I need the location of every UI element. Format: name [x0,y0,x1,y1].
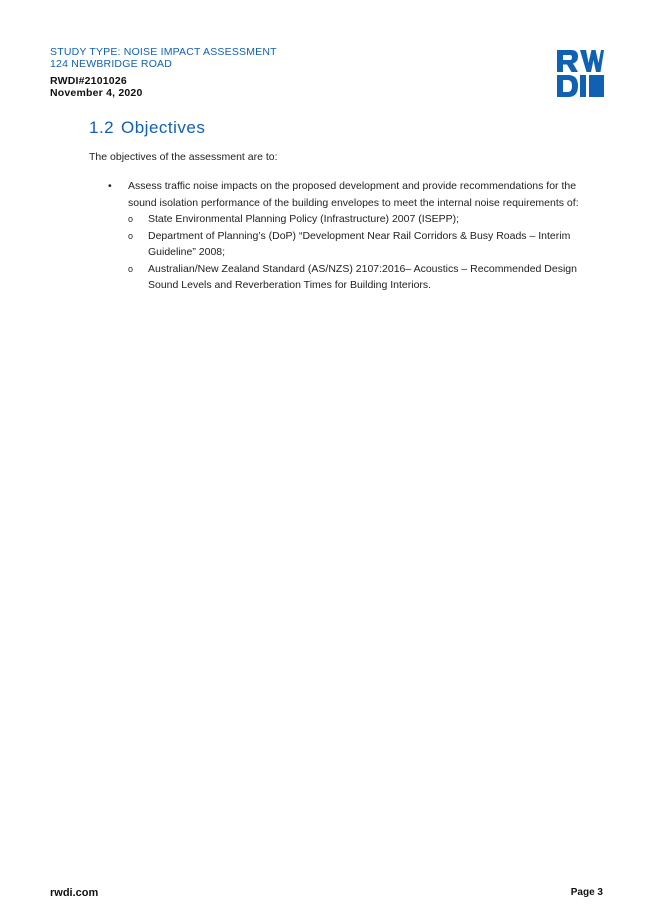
circle-bullet-icon: o [128,230,134,241]
section-heading [89,118,205,138]
objectives-list [106,178,606,294]
sub-item-text: Department of Planning’s (DoP) “Development Near Rail Corridors & Busy Roads – Interim Guideline” 2008; [148,229,571,258]
intro-paragraph: The objectives of the assessment are to: [89,151,278,163]
study-type: STUDY TYPE: NOISE IMPACT ASSESSMENT [50,46,277,58]
project-address: 124 NEWBRIDGE ROAD [50,58,173,70]
project-number: RWDI#2101026 [50,75,127,87]
sub-item-text: State Environmental Planning Policy (Infrastructure) 2007 (ISEPP); [148,213,460,225]
footer-website-link[interactable]: rwdi.com [50,887,99,899]
sub-list-item [106,261,606,294]
report-date: November 4, 2020 [50,87,143,99]
bullet-icon: • [108,180,112,192]
page-number: Page 3 [570,887,603,898]
section-number: 1.2 [89,118,115,137]
list-item [106,178,606,211]
sub-list [106,211,606,294]
document-header [50,46,277,99]
circle-bullet-icon: o [128,263,134,274]
rwdi-logo-icon [556,49,605,98]
circle-bullet-icon: o [128,214,134,224]
bullet-text: Assess traffic noise impacts on the proposed development and provide recommendations for the sound isolation performance of the building envelopes to meet the internal noise requirements of: [128,180,579,209]
sub-list-item [106,228,606,261]
section-title: Objectives [121,118,206,137]
sub-list-item [106,211,606,228]
sub-item-text: Australian/New Zealand Standard (AS/NZS) 2107:2016– Acoustics – Recommended Design Sound Levels and Reverberation Times for Building Interiors. [148,262,577,291]
